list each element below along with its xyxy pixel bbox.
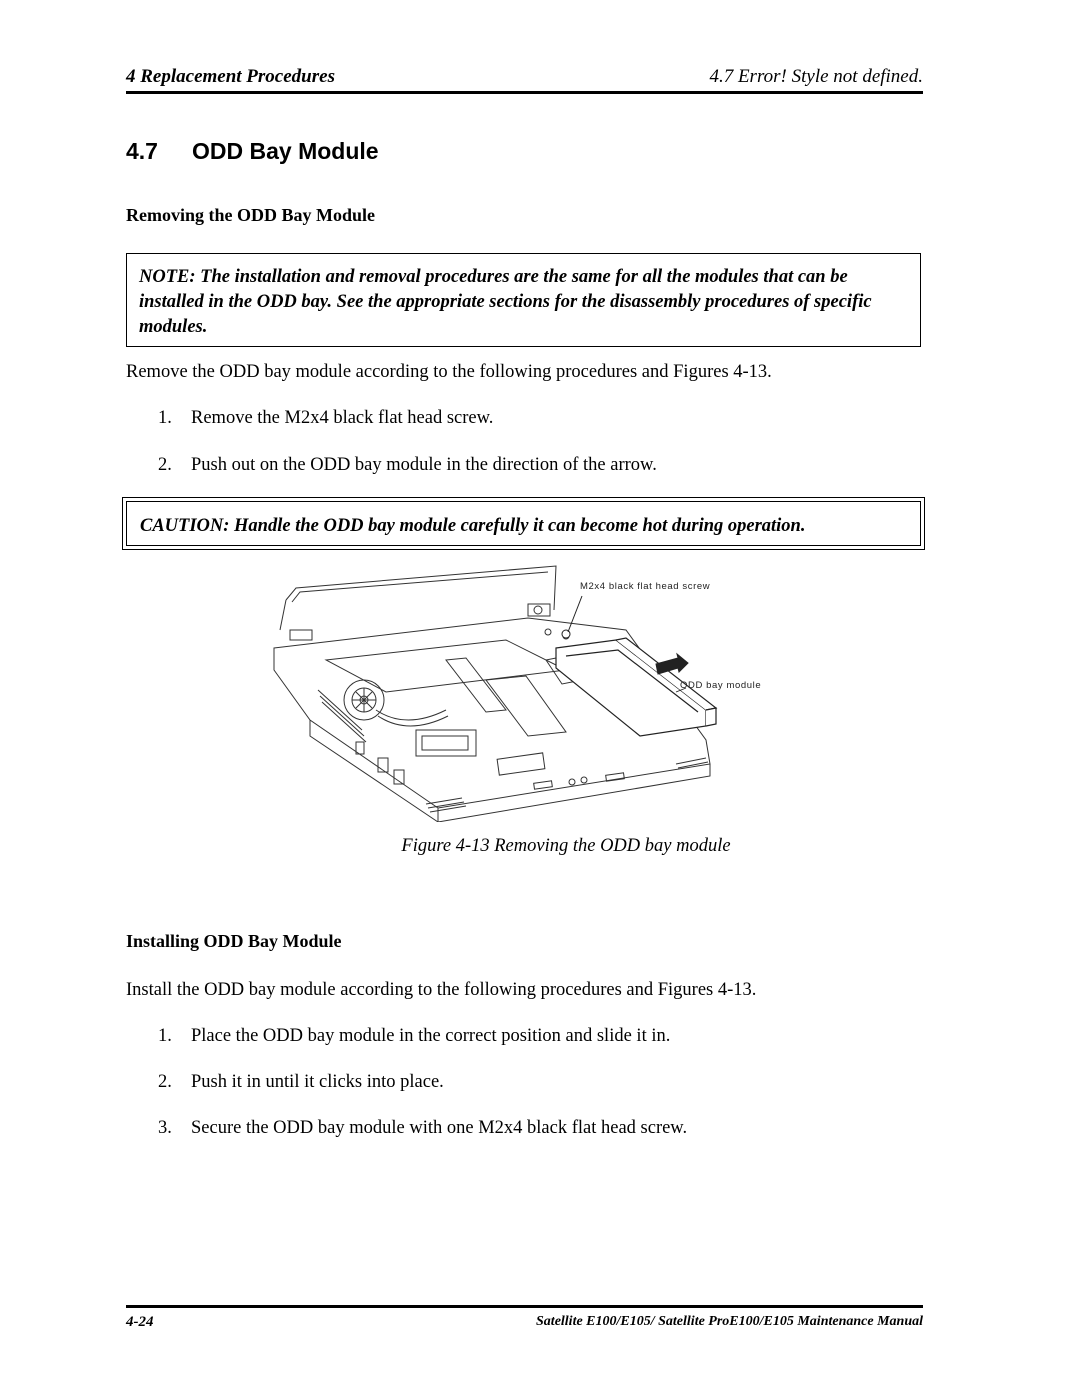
step-text: Remove the M2x4 black flat head screw.: [191, 408, 494, 428]
header-chapter: 4 Replacement Procedures: [126, 66, 335, 87]
step-number: 2.: [158, 455, 172, 475]
installing-heading: Installing ODD Bay Module: [126, 931, 342, 951]
manual-title: Satellite E100/E105/ Satellite ProE100/E105 Maintenance Manual: [536, 1314, 923, 1329]
note-box: NOTE: The installation and removal procedures are the same for all the modules that can be installed in the ODD bay. See the appropriate sections for the disassembly procedures of specific modules.: [126, 253, 921, 347]
step-text: Push it in until it clicks into place.: [191, 1072, 444, 1092]
installing-step-1: [158, 1026, 670, 1047]
installing-step-2: [158, 1072, 444, 1093]
caution-box: [122, 497, 925, 550]
step-number: 2.: [158, 1072, 172, 1092]
push-arrow-icon: [656, 654, 688, 674]
footer-rule: [126, 1305, 923, 1308]
section-number: 4.7: [126, 138, 158, 164]
figure-label-module: ODD bay module: [680, 680, 762, 691]
header-section: 4.7 Error! Style not defined.: [709, 66, 923, 87]
installing-intro: Install the ODD bay module according to the following procedures and Figures 4-13.: [126, 980, 757, 1000]
page-header: [126, 66, 923, 90]
section-title-text: ODD Bay Module: [192, 138, 379, 164]
removing-heading: Removing the ODD Bay Module: [126, 205, 375, 225]
figure-label-screw: M2x4 black flat head screw: [580, 581, 711, 592]
laptop-diagram: [266, 560, 786, 822]
header-rule: [126, 91, 923, 94]
installing-step-3: [158, 1118, 687, 1139]
step-text: Place the ODD bay module in the correct position and slide it in.: [191, 1026, 671, 1046]
figure-caption: [0, 836, 1080, 857]
removing-step-1: [158, 408, 493, 429]
step-number: 1.: [158, 408, 172, 428]
section-title: [126, 138, 379, 165]
removing-intro: Remove the ODD bay module according to the following procedures and Figures 4-13.: [126, 362, 772, 382]
step-text: Secure the ODD bay module with one M2x4 black flat head screw.: [191, 1118, 688, 1138]
figure-laptop-odd-bay: [266, 560, 786, 822]
step-number: 3.: [158, 1118, 172, 1138]
step-text: Push out on the ODD bay module in the direction of the arrow.: [191, 455, 657, 475]
caution-text: CAUTION: Handle the ODD bay module carefully it can become hot during operation.: [126, 501, 921, 546]
page-number: 4-24: [126, 1314, 154, 1330]
figure-caption-text: Figure 4-13 Removing the ODD bay module: [401, 836, 731, 856]
removing-step-2: [158, 455, 657, 476]
step-number: 1.: [158, 1026, 172, 1046]
